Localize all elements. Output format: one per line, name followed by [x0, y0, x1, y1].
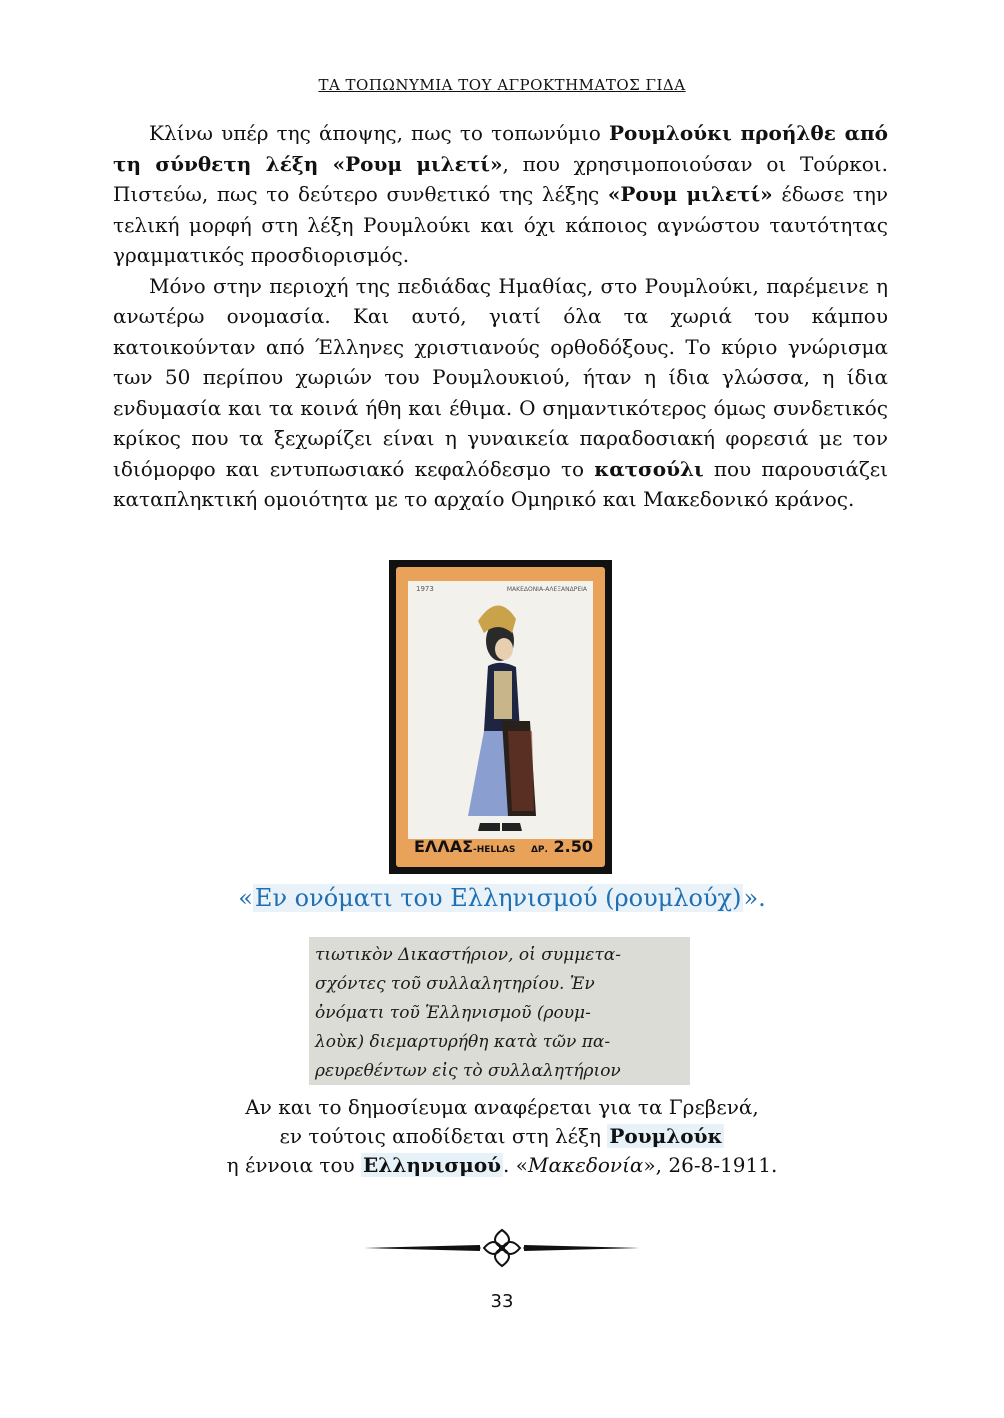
- p2-text-2: που παρουσιάζει καταπληκτική ομοιότητα με το αρχαίο Ομηρικό και Μακεδονικό κράνος.: [113, 456, 888, 511]
- stamp-country-greek: ΕΛΛΑΣ: [414, 837, 474, 856]
- clipping-text: [309, 937, 690, 1085]
- p1-text-2: , που χρησιμοποιούσαν οι Τούρκοι. Πιστεύω, πως το δεύτερο συνθετικό της λέξης: [113, 151, 888, 206]
- note-line-3-date: », 26-8-1911.: [643, 1153, 778, 1177]
- caption-close-quote: ».: [743, 884, 766, 912]
- body-text: [113, 118, 888, 515]
- note-source-italic: Μακεδονία: [528, 1153, 644, 1177]
- stamp-country: [414, 837, 515, 856]
- note-line-3: [0, 1151, 1004, 1180]
- stamp-frame: [396, 567, 605, 867]
- stamp-footer: [414, 835, 599, 857]
- note-line-2: [0, 1122, 1004, 1151]
- clipping-line: τιωτικὸν Δικαστήριον, οἱ συμμετα-: [315, 945, 622, 965]
- p1-bold-1: Ρουμλούκι προήλθε από τη σύνθετη λέξη «Ρουμ μιλετί»: [113, 121, 888, 176]
- stamp-region: ΜΑΚΕΔΟΝΙΑ-ΑΛΕΞΑΝΔΡΕΙΑ: [506, 586, 587, 593]
- note-line-1: Αν και το δημοσίευμα αναφέρεται για τα Γρεβενά,: [245, 1095, 759, 1119]
- caption-text: Εν ονόματι του Ελληνισμού (ρουμλούχ): [254, 884, 742, 912]
- costume-figure-illustration: [408, 581, 593, 839]
- p2-bold-1: κατσούλι: [594, 456, 704, 481]
- p1-text-1: Κλίνω υπέρ της άποψης, πως το τοπωνύμιο: [149, 121, 609, 145]
- paragraph-2: [113, 271, 888, 515]
- p1-text-3: έδωσε την τελική μορφή στη λέξη Ρουμλούκι και όχι κάποιος αγνώστου ταυτότητας γραμματικός προσδιορισμός.: [113, 182, 888, 267]
- decorative-divider-icon: [360, 1224, 644, 1272]
- clipping-line: ρευρεθέντων εἰς τὸ συλλαλητήριον: [315, 1061, 621, 1081]
- stamp-value: [531, 837, 593, 856]
- note-line-3-text: η έννοια του: [226, 1153, 362, 1177]
- caption-open-quote: «: [238, 884, 253, 912]
- running-head: ΤΑ ΤΟΠΩΝΥΜΙΑ ΤΟΥ ΑΓΡΟΚΤΗΜΑΤΟΣ ΓΙΔΑ: [318, 76, 686, 94]
- stamp-country-latin: -HELLAS: [473, 845, 516, 855]
- p1-bold-2: «Ρουμ μιλετί»: [607, 182, 773, 206]
- clipping-line: λοὺκ) διεμαρτυρήθη κατὰ τῶν πα-: [315, 1032, 611, 1052]
- stamp-year: 1973: [416, 585, 434, 593]
- paragraph-1: [113, 118, 888, 271]
- page-number: 33: [490, 1291, 514, 1312]
- note-line-3-mid: . «: [503, 1153, 528, 1177]
- stamp-value-number: 2.50: [553, 837, 593, 856]
- note-highlight-ellinismou: Ελληνισμού: [363, 1153, 502, 1177]
- note-line-2-text: εν τούτοις αποδίδεται στη λέξη: [279, 1124, 608, 1148]
- image-caption: [0, 884, 1004, 912]
- stamp-currency: ΔΡ.: [530, 845, 548, 855]
- stamp-artwork: [408, 581, 593, 839]
- clipping-line: ὀνόματι τοῦ Ἑλληνισμοῦ (ρουμ-: [315, 1003, 591, 1023]
- newspaper-clipping: [309, 937, 690, 1085]
- clipping-line: σχόντες τοῦ συλλαλητηρίου. Ἐν: [315, 974, 595, 994]
- stamp-image: [389, 560, 612, 874]
- note-highlight-roumlouk: Ρουμλούκ: [609, 1124, 723, 1148]
- p2-text-1: Μόνο στην περιοχή της πεδιάδας Ημαθίας, στο Ρουμλούκι, παρέμεινε η ανωτέρω ονομασία. Και αυτό, γιατί όλα τα χωριά του κάμπου κατοικούνταν από Έλληνες χριστιανούς ορθοδόξους. Το κύριο γνώρισμα των 50 περίπου χωριών του Ρουμλουκιού, ήταν η ίδια γλώσσα, η ίδια ενδυμασία και τα κοινά ήθη και έθιμα. Ο σημαντικότερος όμως συνδετικός κρίκος που τα ξεχωρίζει είναι η γυναικεία παραδοσιακή φορεσιά με τον ιδιόμορφο και εντυπωσιακό κεφαλόδεσμο το: [113, 273, 888, 481]
- clipping-note: [0, 1093, 1004, 1180]
